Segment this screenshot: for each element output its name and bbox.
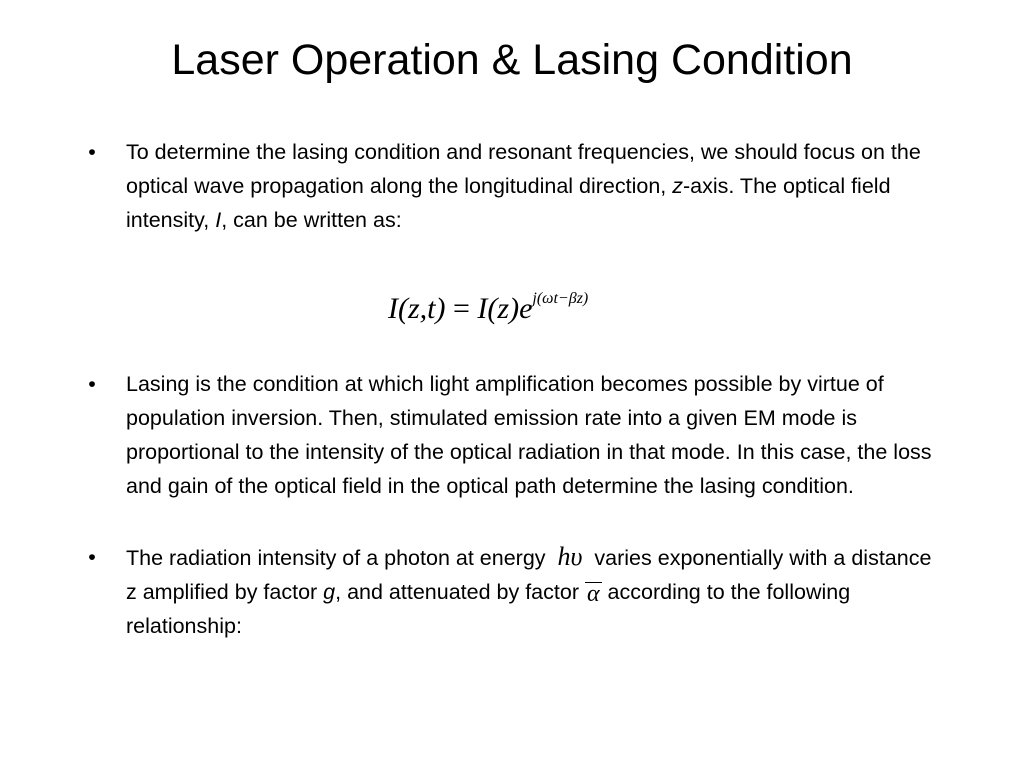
- bullet-item-3: [82, 540, 942, 643]
- alpha-bar-symbol: α: [586, 581, 600, 607]
- slide-title: Laser Operation & Lasing Condition: [171, 36, 853, 84]
- bullet-3-text-b: varies exponentially with a distance z amplified by factor: [126, 546, 932, 604]
- bullet-item-2: [82, 367, 942, 503]
- bullet-3-text-c: , and attenuated by factor: [335, 580, 585, 604]
- intensity-equation: [388, 278, 588, 334]
- equation-lhs-args: (z,t): [398, 292, 446, 325]
- equation-rhs-e: e: [519, 292, 533, 325]
- equation-rhs-args: (z): [487, 292, 520, 325]
- bullet-1-text-a: To determine the lasing condition and resonant frequencies, we should focus on the optical wave propagation along the longitudinal direction,: [126, 140, 921, 198]
- bullet-3-text-d: according to the following relationship:: [126, 580, 851, 638]
- bullet-marker: •: [88, 140, 96, 164]
- bullet-3-italic-g: g: [323, 580, 336, 604]
- bullet-1-italic-z: z: [672, 174, 683, 198]
- bullet-item-1: [82, 135, 942, 237]
- equation-rhs-i: I: [477, 292, 488, 325]
- bullet-2-text: Lasing is the condition at which light amplification becomes possible by virtue of population inversion. Then, stimulated emission rate into a given EM mode is proportional to the intensity of the optical radiation in that mode. In this case, the loss and gain of the optical field in the optical path determine the lasing condition.: [126, 372, 932, 498]
- photon-energy-symbol: hυ: [557, 542, 583, 571]
- bullet-1-italic-i: I: [215, 208, 222, 232]
- bullet-1-text-b: -axis. The optical field intensity,: [126, 174, 891, 232]
- equation-equals: =: [445, 292, 478, 325]
- bullet-3-text-a: The radiation intensity of a photon at energy: [126, 546, 552, 570]
- bullet-marker: •: [88, 545, 96, 569]
- equation-lhs-i: I: [388, 292, 398, 325]
- bullet-marker: •: [88, 372, 96, 396]
- equation-exponent: j(ωt−βz): [532, 290, 589, 307]
- bullet-1-text-c: , can be written as:: [221, 208, 402, 232]
